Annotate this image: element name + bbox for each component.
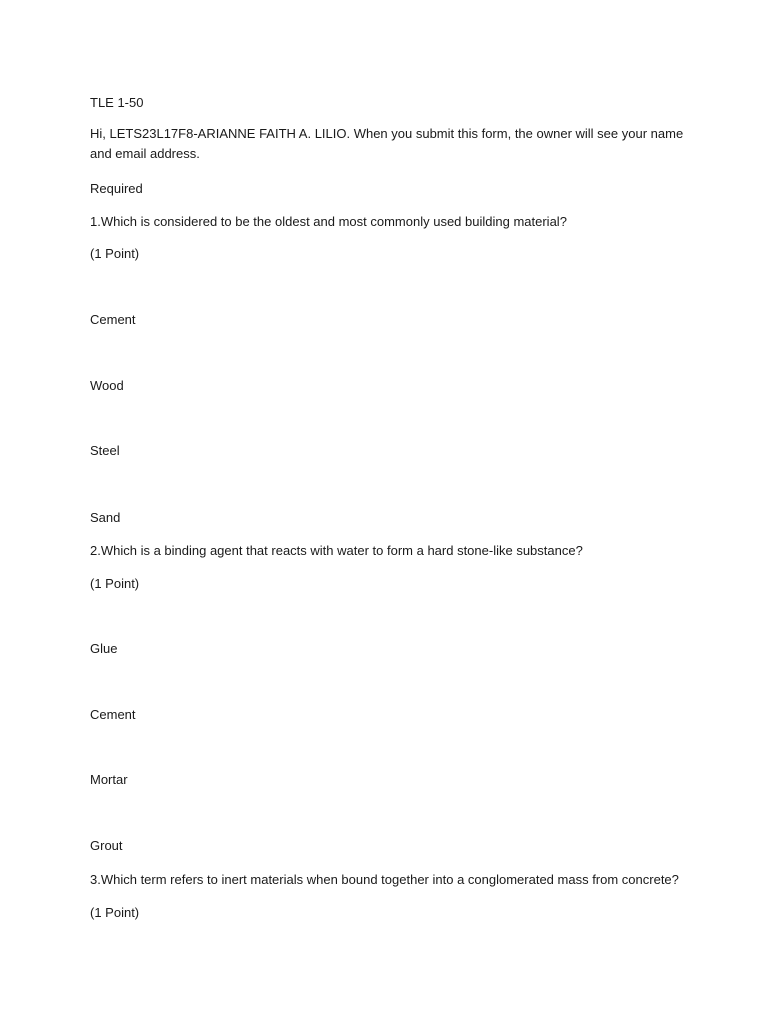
question-text: 1.Which is considered to be the oldest and most commonly used building material? [90,214,567,229]
question-text: 2.Which is a binding agent that reacts with water to form a hard stone-like substance? [90,543,583,558]
document-page [90,0,690,1024]
question-points: (1 Point) [90,905,140,920]
question-points: (1 Point) [90,576,140,591]
answer-option[interactable]: Wood [90,378,124,393]
answer-option[interactable]: Glue [90,641,118,656]
answer-option[interactable]: Grout [90,838,123,853]
answer-option[interactable]: Cement [90,707,136,722]
greeting-text: Hi, LETS23L17F8-ARIANNE FAITH A. LILIO. When you submit this form, the owner will see your name and email address. [90,126,684,161]
required-label: Required [90,181,143,196]
answer-option[interactable]: Sand [90,510,121,525]
document-title: TLE 1-50 [90,95,144,110]
question-points: (1 Point) [90,246,140,261]
answer-option[interactable]: Steel [90,443,120,458]
answer-option[interactable]: Mortar [90,772,128,787]
answer-option[interactable]: Cement [90,312,136,327]
question-text: 3.Which term refers to inert materials when bound together into a conglomerated mass from concrete? [90,872,679,887]
